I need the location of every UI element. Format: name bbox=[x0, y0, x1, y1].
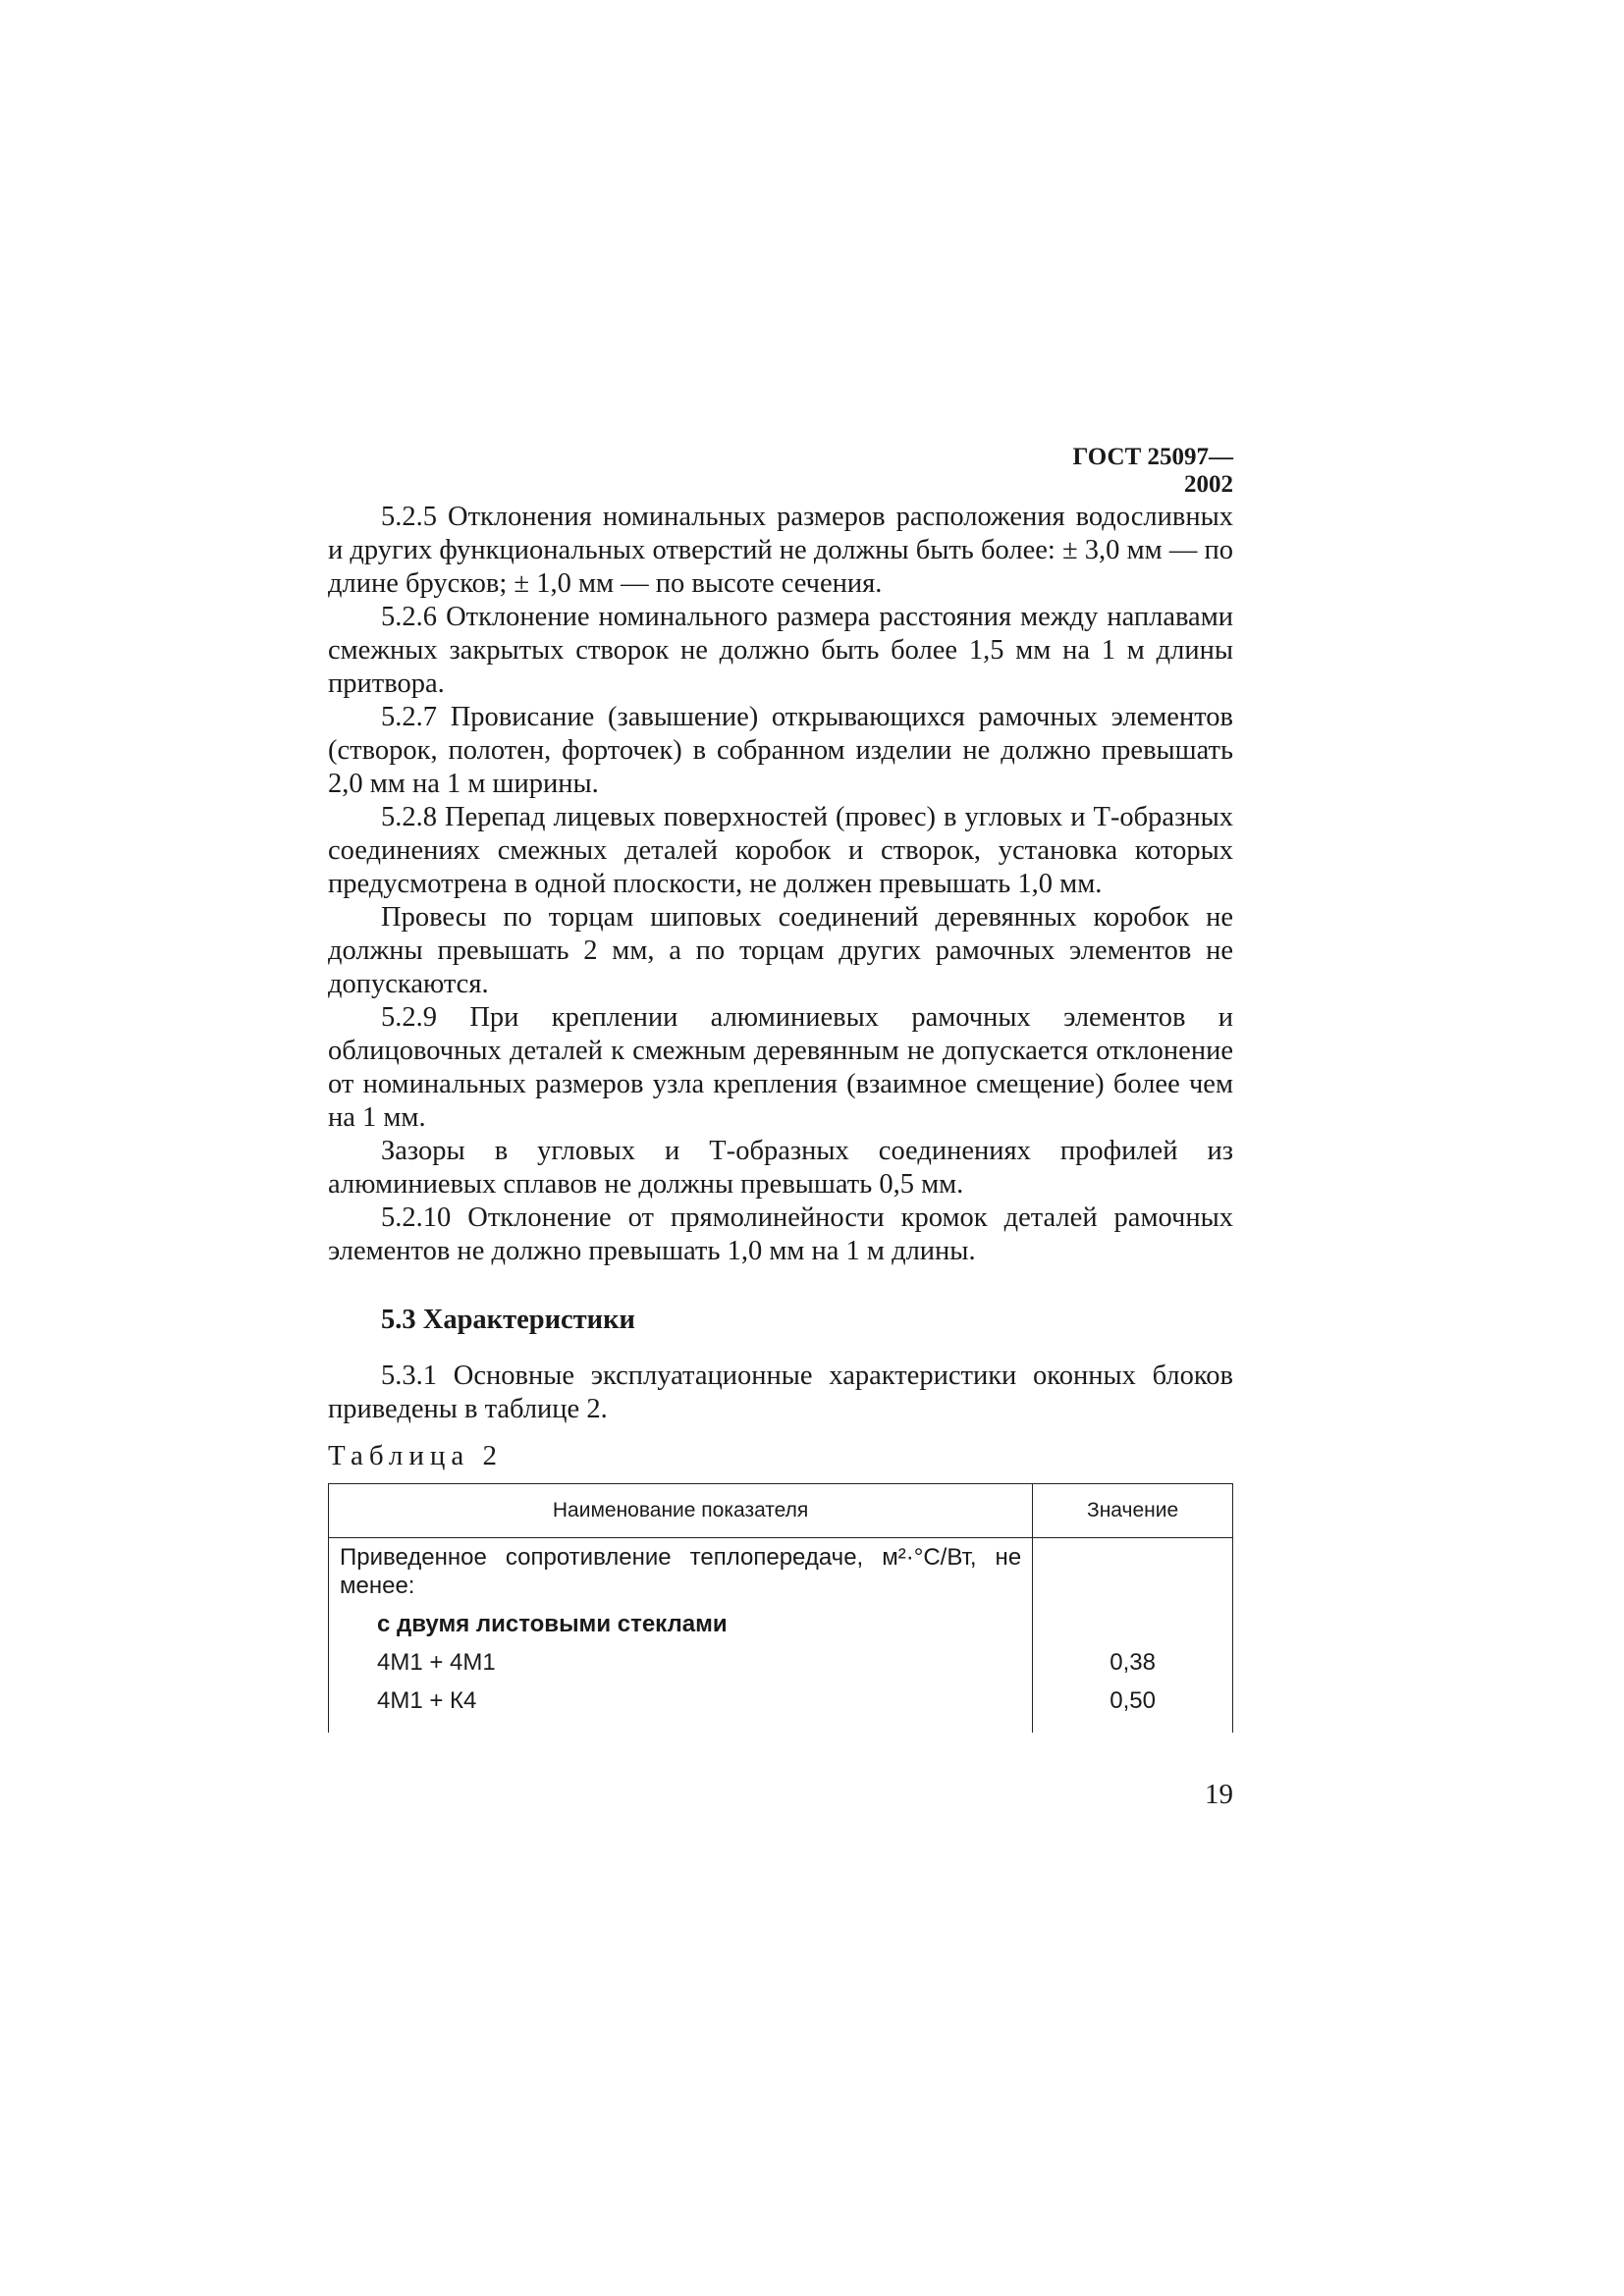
section-title: 5.3 Характеристики bbox=[381, 1305, 635, 1335]
paragraph-gaps: Зазоры в угловых и Т-образных соединениях профилей из алюминиевых сплавов не должны превышать 0,5 мм. bbox=[328, 1136, 1233, 1200]
row-glazing-value: 0,38 bbox=[1110, 1649, 1156, 1676]
paragraph-overhangs: Провесы по торцам шиповых соединений деревянных коробок не должны превышать 2 мм, а по торцам других рамочных элементов не допускаются. bbox=[328, 902, 1233, 999]
table-header-row bbox=[329, 1484, 1233, 1538]
table-caption: Таблица 2 bbox=[328, 1440, 504, 1471]
paragraph-5-2-6: 5.2.6 Отклонение номинального размера расстояния между наплавами смежных закрытых створок не должно быть более 1,5 мм на 1 м длины притвора. bbox=[328, 602, 1233, 699]
table-row bbox=[329, 1538, 1233, 1606]
header-indicator-name: Наименование показателя bbox=[329, 1484, 1033, 1538]
row-value-empty bbox=[1033, 1538, 1233, 1606]
document-code: ГОСТ 25097—2002 bbox=[1072, 444, 1233, 498]
table-row bbox=[329, 1682, 1233, 1733]
row-indicator-text: Приведенное сопротивление теплопередаче, м²·°С/Вт, не менее: bbox=[340, 1544, 1022, 1599]
paragraph-5-2-9: 5.2.9 При креплении алюминиевых рамочных элементов и облицовочных деталей к смежным деревянным не допускается отклонение от номинальных размеров узла крепления (взаимное смещение) более чем на 1 мм. bbox=[328, 1002, 1233, 1133]
table-row bbox=[329, 1605, 1233, 1643]
paragraph-5-2-5: 5.2.5 Отклонения номинальных размеров расположения водосливных и других функциональных отверстий не должны быть более: ± 3,0 мм — по длине брусков; ± 1,0 мм — по высоте сечения. bbox=[328, 502, 1233, 599]
row-glazing-value: 0,50 bbox=[1110, 1687, 1156, 1714]
row-subheading: с двумя листовыми стеклами bbox=[377, 1611, 728, 1637]
paragraph-5-2-10: 5.2.10 Отклонение от прямолинейности кромок деталей рамочных элементов не должно превышать 1,0 мм на 1 м длины. bbox=[328, 1202, 1233, 1266]
row-glazing-name: 4М1 + 4М1 bbox=[377, 1649, 496, 1676]
row-glazing-name: 4М1 + К4 bbox=[377, 1687, 477, 1714]
paragraph-5-2-7: 5.2.7 Провисание (завышение) открывающихся рамочных элементов (створок, полотен, форточек) в собранном изделии не должно превышать 2,0 мм на 1 м ширины. bbox=[328, 702, 1233, 799]
row-value-empty bbox=[1033, 1605, 1233, 1643]
table-row bbox=[329, 1643, 1233, 1682]
page-number: 19 bbox=[1205, 1779, 1233, 1810]
paragraph-5-3-1: 5.3.1 Основные эксплуатационные характеристики оконных блоков приведены в таблице 2. bbox=[328, 1361, 1233, 1424]
characteristics-table bbox=[328, 1483, 1233, 1733]
paragraph-5-2-8: 5.2.8 Перепад лицевых поверхностей (провес) в угловых и Т-образных соединениях смежных деталей коробок и створок, установка которых предусмотрена в одной плоскости, не должен превышать 1,0 мм. bbox=[328, 802, 1233, 899]
header-value: Значение bbox=[1033, 1484, 1233, 1538]
page-content bbox=[328, 501, 1233, 1733]
